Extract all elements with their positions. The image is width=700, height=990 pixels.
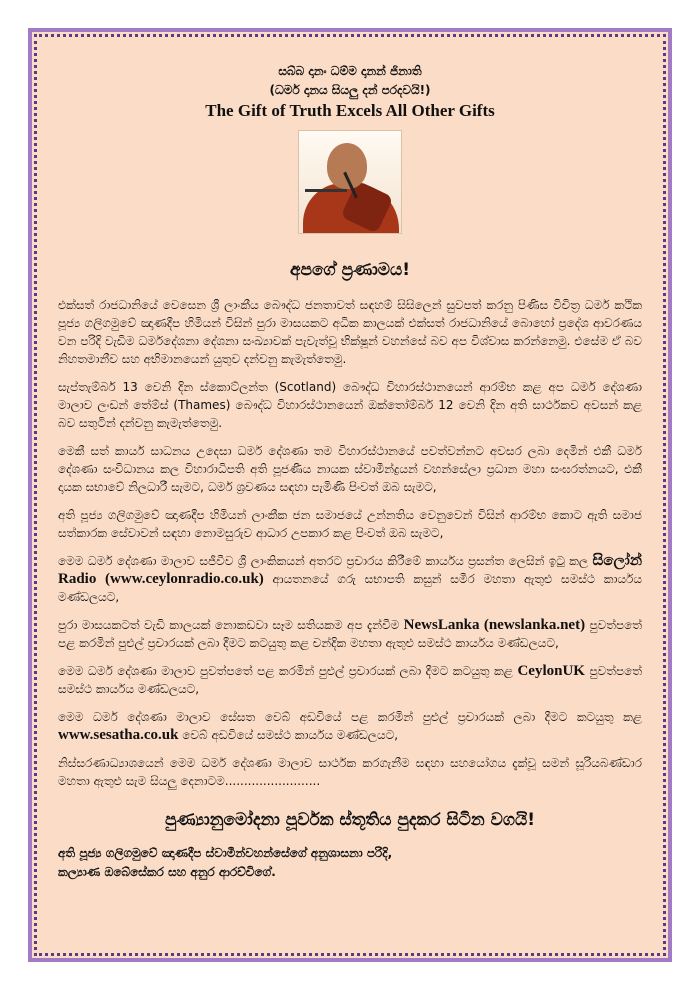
newslanka-name: NewsLanka (newslanka.net) <box>403 617 586 633</box>
page-border <box>28 28 672 962</box>
paragraph-intro: එක්සත් රාජධානියේ වෙසෙන ශ්‍රී ලාංකීය බෞද්ධ ජනතාවත් සඳහම් සිසිලෙන් සුවපත් කරනු පිණිස විචිත්‍ර ධර්ම කථික පූජ්‍ය ගලිගමුවේ ඤාණදීප හිමියන් විසින් පුරා මාසයකට අධික කාලයක් එක්සත් රාජධානියේ බොහෝ ප්‍රදේශ ආවරණය වන පරිදි වැඩිම ධර්මදේශනා දේශනා සංඛ්‍යාවක් පැවැත්වූ භික්ෂූන් වහන්සේ බව අප විශ්වාස කරන්නෙමු. එසේම ඒ බව නිහතමානීව සහ අභිමානයෙන් යුතුව දන්වනු කැමැත්තෙමු. <box>58 298 642 366</box>
paragraph-thanks-sesatha <box>58 708 642 744</box>
ceylonuk-text-pre: මෙම ධර්ම දේශණා මාලාව පුවත්පතේ පළ කරමින් පුළුල් ප්‍රචාරයක් ලබා දීමට කටයුතු කළ <box>58 664 518 678</box>
newslanka-text-post: පුවත්පතේ පළ කරමින් පුළුල් ප්‍රචාරයක් ලබා දීමට කටයුතු කළ චන්දික මහතා ඇතුළු සමස්ථ කාර්යය මණ්ඩලයට, <box>58 618 642 650</box>
sesatha-text-pre: මෙම ධර්ම දේශණා මාලාව සේසත වෙබ් අඩවියේ පළ කරමින් පුළුල් ප්‍රචාරයක් ලබා දීමට කටයුතු කළ <box>58 710 642 724</box>
paragraph-thanks-temples: මෙකී සත් කාර්ය සාධනය උදෙසා ධර්ම දේශණා තම විහාරස්ථානයේ පවත්වන්නට අවසර ලබා දෙමින් එකී ධර්ම දේශණා සංවිධානය කල විහාරාධිපති අති පූජණීය නායක ස්වාමීන්ද්‍රයන් වහන්සේලා ප්‍රධාන මහා සංඝරත්නයට, එකී දායක සභාවේ නිලධාරී සැමට, ධර්ම ශ්‍රවණය සඳහා පැමිණි පිංවත් ඔබ සැමට, <box>58 444 642 494</box>
ceylonuk-text-post: පුවත්පතේ සමස්ථ කාර්යය මණ්ඩලයට, <box>58 664 642 696</box>
newslanka-text-pre: පුරා මාසයකටත් වැඩි කාලයක් නොකඩවා සෑම සතියකම අප දැන්වීම <box>58 618 404 632</box>
signature-line-2: කල්‍යාණ ඔබේසේකර සහ අනුර ආරච්චිගේ. <box>58 865 276 879</box>
paragraph-thanks-radio <box>58 552 642 606</box>
header <box>58 62 642 122</box>
paragraph-thanks-newslanka <box>58 616 642 652</box>
greeting-heading: අපගේ ප්‍රණාමය! <box>289 260 411 280</box>
paragraph-thanks-donors: අති පූජ්‍ය ගලිගමුවේ ඤාණදීප හිමියන් ලාංකීක ජන සමාජයේ උන්නතිය වෙනුවෙන් විසින් ආරම්භ කොට ඇති සමාජ සත්කාරක සේවාවන් සඳහා නොමසුරුව ආධාර උපකාර කළ පිංවත් ඔබ සැමට, <box>58 508 642 540</box>
english-title: The Gift of Truth Excels All Other Gifts <box>205 101 495 120</box>
pali-verse: සබ්බ දානං ධම්ම දානන් ජිනාති <box>278 64 422 78</box>
paragraph-thanks-ceylonuk <box>58 662 642 698</box>
ceylonuk-name: CeylonUK <box>517 663 585 679</box>
microphone-stand-icon <box>305 189 347 192</box>
monk-portrait-image <box>298 130 402 234</box>
sesatha-text-post: වෙබ් අඩවියේ සමස්ථ කාර්යය මණ්ඩලයට, <box>178 728 399 742</box>
signature-line-1: අති පූජ්‍ය ගලිගමුවේ ඤාණදීප ස්වාමීන්වහන්සේගේ අනුශාසනා පරිදි, <box>58 846 393 860</box>
radio-name: සිලෝන් Radio (www.ceylonradio.co.uk) <box>58 553 642 587</box>
letter-body <box>58 62 642 882</box>
radio-text-pre: මෙම ධර්ම දේශණා මාලාව සජීවීව ශ්‍රී ලාංකිකයන් අතරට ප්‍රචාරය කිරීමේ කාර්යය ප්‍රසන්ත ලෙසින් ඉටු කල <box>58 554 593 568</box>
paragraph-thanks-all: නිස්සරණාධ්‍යාශයෙන් මෙම ධර්ම දේශණා මාලාව සාර්ථක කරගැනීම සඳහා සහයෝගය දැක්වූ සමන් සූරියබණ්ඩාර මහතා ඇතුළු සැම සියලු දෙනාටම......................... <box>58 756 642 788</box>
paragraph-tour-dates: සැප්තැම්බර් 13 වෙනි දින ස්කොට්ලන්ත (Scotland) බෞද්ධ විහාරස්ථානයෙන් ආරම්භ කළ අප ධර්ම දේශණා මාලාව ලංඩන් තේම්ස් (Thames) බෞද්ධ විහාරස්ථානයෙන් ඔක්තෝම්බර් 12 වෙනි දින අති සාර්ථකව අවසන් කළ බව සතුටින් දන්වනු කැමැත්තෙමු. <box>58 380 642 430</box>
sesatha-name: www.sesatha.co.uk <box>58 727 179 743</box>
closing-heading: පුණ්‍යානුමෝදනා පූර්වක ස්තූතිය පුදකර සිටින වගයි! <box>165 810 535 830</box>
radio-text-post: ආයතනයේ ගරු සභාපති කසුන් සමීර මහතා ඇතුළු සමස්ථ කාර්යය මණ්ඩලයට, <box>58 572 643 604</box>
signature-block <box>58 844 642 882</box>
sinhala-translation: (ධර්ම දානය සියලු දන් පරදවයි!) <box>269 83 431 97</box>
